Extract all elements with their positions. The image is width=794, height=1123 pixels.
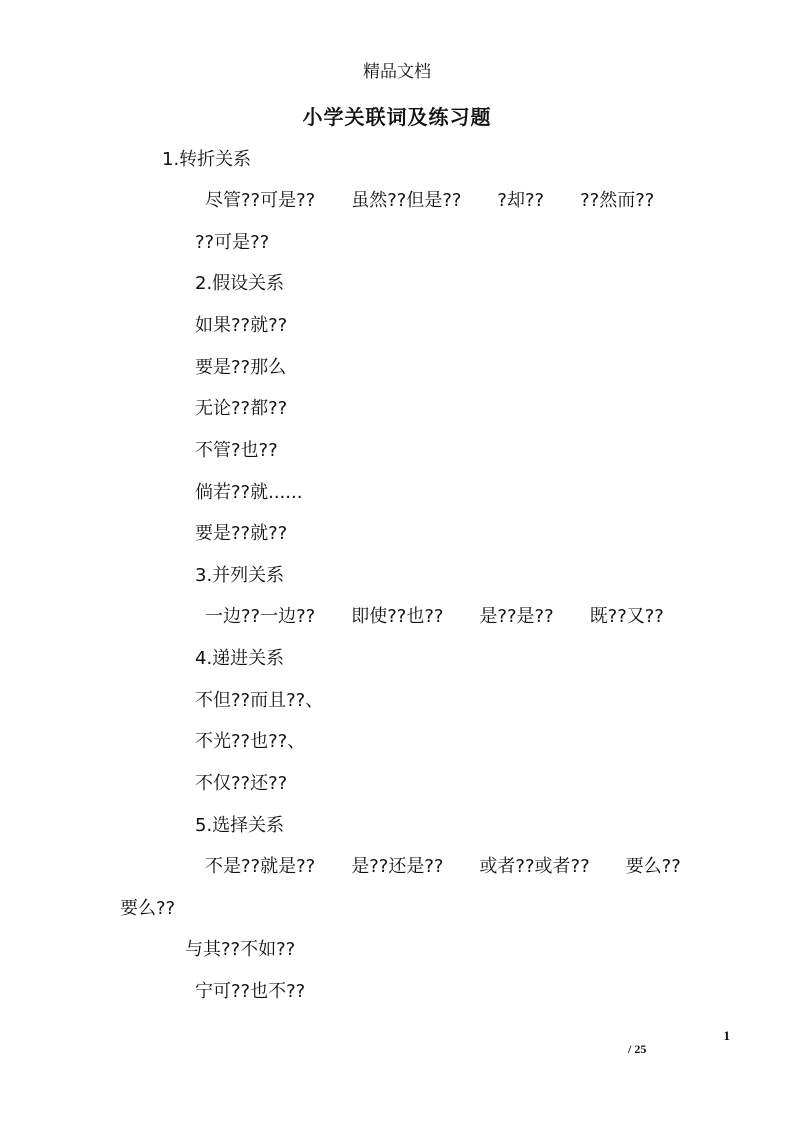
text-line-18: 不是??就是?? 是??还是?? 或者??或者?? 要么?? [205, 856, 681, 877]
section-heading-1: 1.转折关系 [162, 149, 252, 170]
text-line-10: 要是??就?? [195, 523, 288, 544]
text-line-8: 不管?也?? [195, 440, 278, 461]
text-line-3: ??可是?? [195, 232, 270, 253]
text-line-5: 如果??就?? [195, 315, 288, 336]
text-line-6: 要是??那么 [195, 357, 287, 378]
text-line-7: 无论??都?? [195, 398, 288, 419]
section-heading-2: 2.假设关系 [195, 273, 285, 294]
text-line-16: 不仅??还?? [195, 773, 288, 794]
section-heading-5: 5.选择关系 [195, 815, 285, 836]
page-total: / 25 [628, 1042, 647, 1056]
text-line-21: 宁可??也不?? [195, 981, 306, 1002]
page-number: 1 [723, 1028, 730, 1043]
text-line-14: 不但??而且??、 [195, 690, 324, 711]
text-line-12: 一边??一边?? 即使??也?? 是??是?? 既??又?? [205, 606, 664, 627]
text-line-20: 与其??不如?? [185, 939, 296, 960]
document-title: 小学关联词及练习题 [302, 105, 492, 129]
section-heading-3: 3.并列关系 [195, 565, 285, 586]
text-line-2: 尽管??可是?? 虽然??但是?? ?却?? ??然而?? [205, 190, 655, 211]
document-header: 精品文档 [363, 62, 431, 82]
text-line-9: 倘若??就...... [195, 482, 303, 503]
text-line-15: 不光??也??、 [195, 731, 306, 752]
section-heading-4: 4.递进关系 [195, 648, 285, 669]
text-line-19: 要么?? [120, 898, 176, 919]
